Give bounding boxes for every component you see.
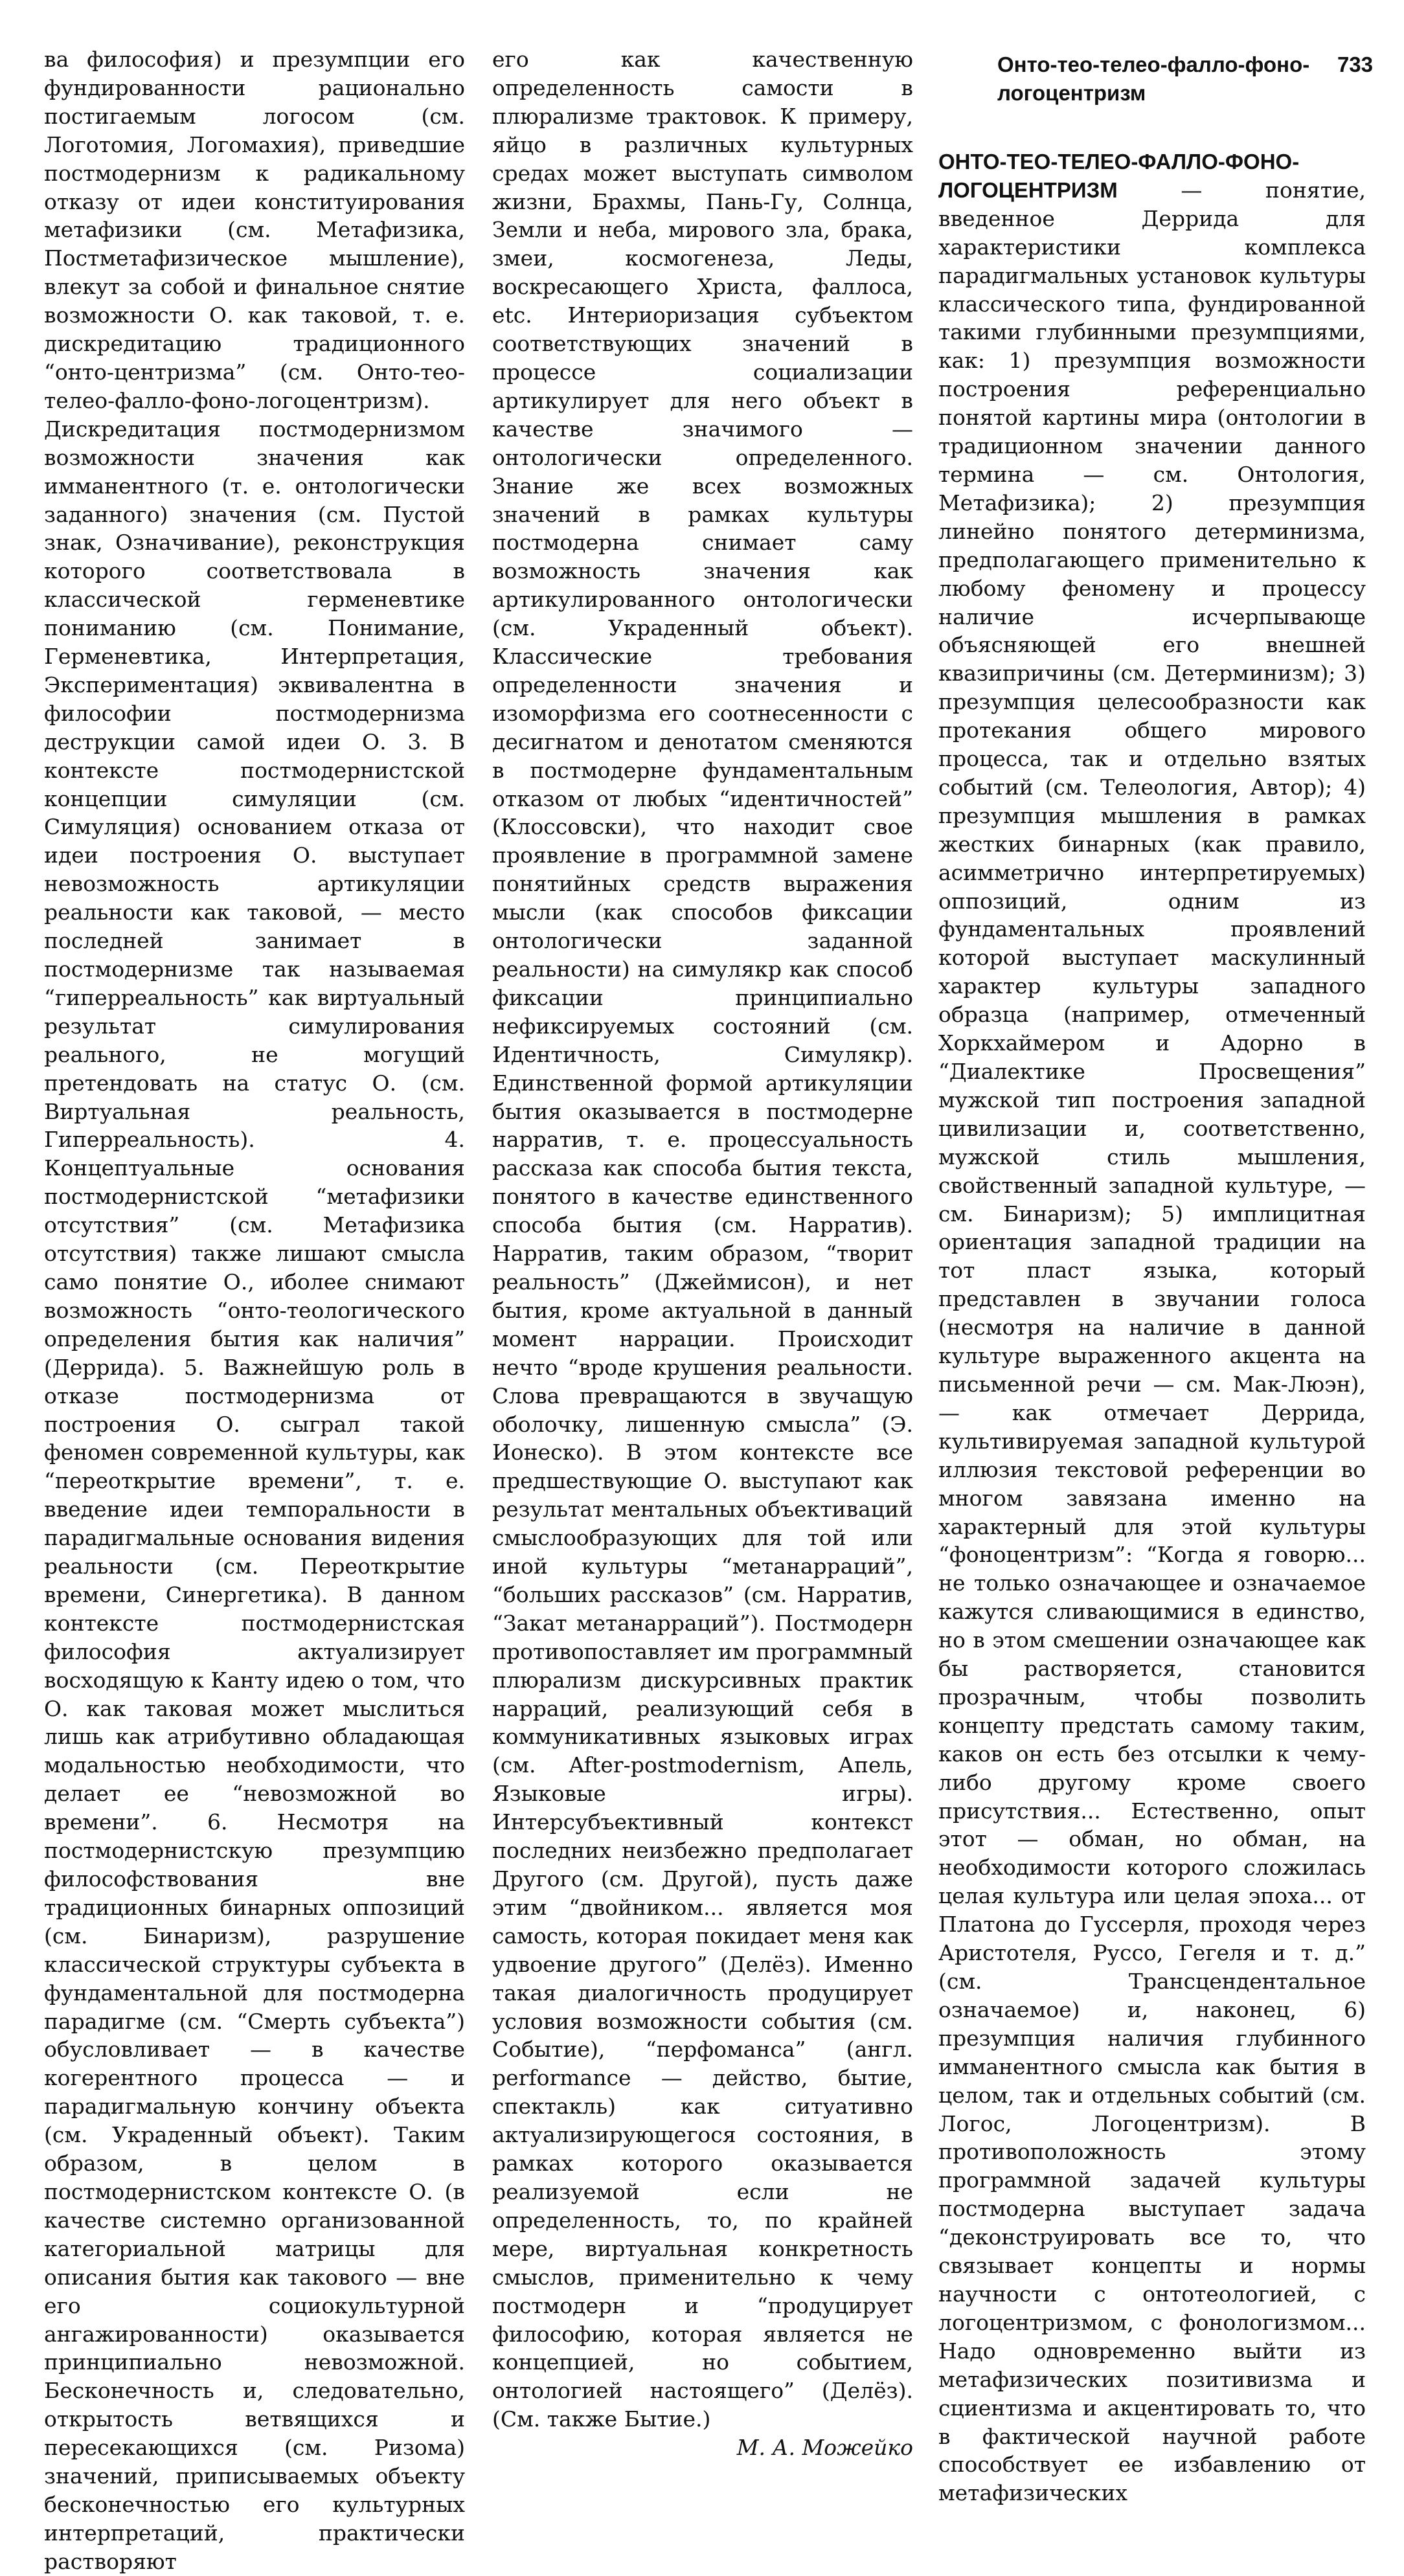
entry-title: ОНТО-ТЕО-ТЕЛЕО-ФАЛЛО-ФОНО-ЛОГОЦЕНТРИЗМ	[938, 150, 1300, 202]
column-2-text: его как качественную определенность самости в плюрализме трактовок. К примеру, яйцо в различных культурных средах может выступать символом жизни, Брахмы, Пань-Гу, Солнца, Земли и неба, мирового зла, брака, змеи, космогенеза, Леды, воскресающего Христа, фаллоса, etc. Интериоризация субъектом соответствующих значений в процессе социализации артикулирует для него объект в качестве значимого — онтологически определенного. Знание же всех возможных значений в рамках культуры постмодерна снимает саму возможность значения как артикулированного онтологически (см. Украденный объект). Классические требования определенности значения и изоморфизма его соотнесенности с десигнатом и денотатом сменяются в постмодерне фундаментальным отказом от любых “идентичностей” (Клоссовски), что находит свое проявление в программной замене понятийных средств выражения мысли (как способов фиксации онтологически заданной реальности) на симулякр как способ фиксации принципиально нефиксируемых состояний (см. Идентичность, Симулякр). Единственной формой артикуляции бытия оказывается в постмодерне нарратив, т. е. процессуальность рассказа как способа бытия текста, понятого в качестве единственного способа бытия (см. Нарратив). Нарратив, таким образом, “творит реальность” (Джеймисон), и нет бытия, кроме актуальной в данный момент наррации. Происходит нечто “вроде крушения реальности. Слова превращаются в звучащую оболочку, лишенную смысла” (Э. Ионеско). В этом контексте все предшествующие О. выступают как результат ментальных объективаций смыслообразующих для той или иной культуры “метанарраций”, “больших рассказов” (см. Нарратив, “Закат метанарраций”). Постмодерн противопоставляет им программный плюрализм дискурсивных практик нарраций, реализующий себя в коммуникативных языковых играх (см. After-postmodernism, Апель, Языковые игры). Интерсубъективный контекст последних неизбежно предполагает Другого (см. Другой), пусть даже этим “двойником... является моя самость, которая покидает меня как удвоение другого” (Делёз). Именно такая диалогичность продуцирует условия возможности события (см. Событие), “перфоманса” (англ. performance — действо, бытие, спектакль) как ситуативно актуализирующегося состояния, в рамках которого оказывается реализуемой если не определенность, то, по крайней мере, виртуальная конкретность смыслов, применительно к чему постмодерн и “продуцирует философию, которая является не концепцией, но событием, онтологией настоящего” (Делёз). (См. также Бытие.)	[492, 47, 913, 2432]
text-column-3	[938, 148, 1366, 2507]
page-number: 733	[1337, 52, 1373, 76]
running-header	[997, 51, 1373, 107]
column-3-text: — понятие, введенное Деррида для характеристики комплекса парадигмальных установок культуры классического типа, фундированной такими глубинными презумпциями, как: 1) презумпция возможности построения референциально понятой картины мира (онтологии в традиционном значении данного термина — см. Онтология, Метафизика); 2) презумпция линейно понятого детерминизма, предполагающего применительно к любому феномену и процессу наличие исчерпывающе объясняющей его внешней квазипричины (см. Детерминизм); 3) презумпция целесообразности как протекания общего мирового процесса, так и отдельно взятых событий (см. Телеология, Автор); 4) презумпция мышления в рамках жестких бинарных (как правило, асимметрично интерпретируемых) оппозиций, одним из фундаментальных проявлений которой выступает маскулинный характер культуры западного образца (например, отмеченный Хоркхаймером и Адорно в “Диалектике Просвещения” мужской тип построения западной цивилизации и, соответственно, мужской стиль мышления, свойственный западной культуре, — см. Бинаризм); 5) имплицитная ориентация западной традиции на тот пласт языка, который представлен в звучании голоса (несмотря на наличие в данной культуре выраженного акцента на письменной речи — см. Мак-Люэн), — как отмечает Деррида, культивируемая западной культурой иллюзия текстовой референции во многом завязана именно на характерный для этой культуры “фоноцентризм”: “Когда я говорю... не только означающее и означаемое кажутся сливающимися в единство, но в этом смешении означающее как бы растворяется, становится прозрачным, чтобы позволить концепту предстать самому таким, каков он есть без отсылки к чему-либо другому кроме своего присутствия... Естественно, опыт этот — обман, но обман, на необходимости которого сложилась целая культура или целая эпоха... от Платона до Гуссерля, проходя через Аристотеля, Руссо, Гегеля и т. д.” (см. Трансцендентальное означаемое) и, наконец, 6) презумпция наличия глубинного имманентного смысла как бытия в целом, так и отдельных событий (см. Логос, Логоцентризм). В противоположность этому программной задачей культуры постмодерна выступает задача “деконструировать все то, что связывает концепты и нормы научности с онтотеологией, с логоцентризмом, с фонологизмом... Надо одновременно выйти из метафизических позитивизма и сциентизма и акцентировать то, что в фактической научной работе способствует ее избавлению от метафизических	[938, 177, 1366, 2506]
text-column-1	[44, 45, 465, 2576]
running-title: Онто-тео-телео-фалло-фоно-логоцентризм	[997, 52, 1310, 105]
entry-paragraph	[938, 148, 1366, 2507]
author-signature: М. А. Можейко	[736, 2435, 913, 2461]
column-1-text: ва философия) и презумпции его фундированности рационально постигаемым логосом (см. Логотомия, Логомахия), приведшие постмодернизм к радикальному отказу от идеи конституирования метафизики (см. Метафизика, Постметафизическое мышление), влекут за собой и финальное снятие возможности О. как таковой, т. е. дискредитацию традиционного “онто-центризма” (см. Онто-тео-телео-фалло-фоно-логоцентризм). Дискредитация постмодернизмом возможности значения как имманентного (т. е. онтологически заданного) значения (см. Пустой знак, Означивание), реконструкция которого соответствовала в классической герменевтике пониманию (см. Понимание, Герменевтика, Интерпретация, Экспериментация) эквивалентна в философии постмодернизма деструкции самой идеи О. 3. В контексте постмодернистской концепции симуляции (см. Симуляция) основанием отказа от идеи построения О. выступает невозможность артикуляции реальности как таковой, — место последней занимает в постмодернизме так называемая “гиперреальность” как виртуальный результат симулирования реального, не могущий претендовать на статус О. (см. Виртуальная реальность, Гиперреальность). 4. Концептуальные основания постмодернистской “метафизики отсутствия” (см. Метафизика отсутствия) также лишают смысла само понятие О., иболее снимают возможность “онто-теологического определения бытия как наличия” (Деррида). 5. Важнейшую роль в отказе постмодернизма от построения О. сыграл такой феномен современной культуры, как “переоткрытие времени”, т. е. введение идеи темпоральности в парадигмальные основания видения реальности (см. Переоткрытие времени, Синергетика). В данном контексте постмодернистская философия актуализирует восходящую к Канту идею о том, что О. как таковая может мыслиться лишь как атрибутивно обладающая модальностью необходимости, что делает ее “невозможной во времени”. 6. Несмотря на постмодернистскую презумпцию философствования вне традиционных бинарных оппозиций (см. Бинаризм), разрушение классической структуры субъекта в фундаментальной для постмодерна парадигме (см. “Смерть субъекта”) обусловливает — в качестве когерентного процесса — и парадигмальную кончину объекта (см. Украденный объект). Таким образом, в целом в постмодернистском контексте О. (в качестве системно организованной категориальной матрицы для описания бытия как такового — вне его социокультурной ангажированности) оказывается принципиально невозможной. Бесконечность и, следовательно, открытость ветвящихся и пересекающихся (см. Ризома) значений, приписываемых объекту бесконечностью его культурных интерпретаций, практически растворяют	[44, 47, 465, 2574]
text-column-2	[492, 45, 913, 2462]
